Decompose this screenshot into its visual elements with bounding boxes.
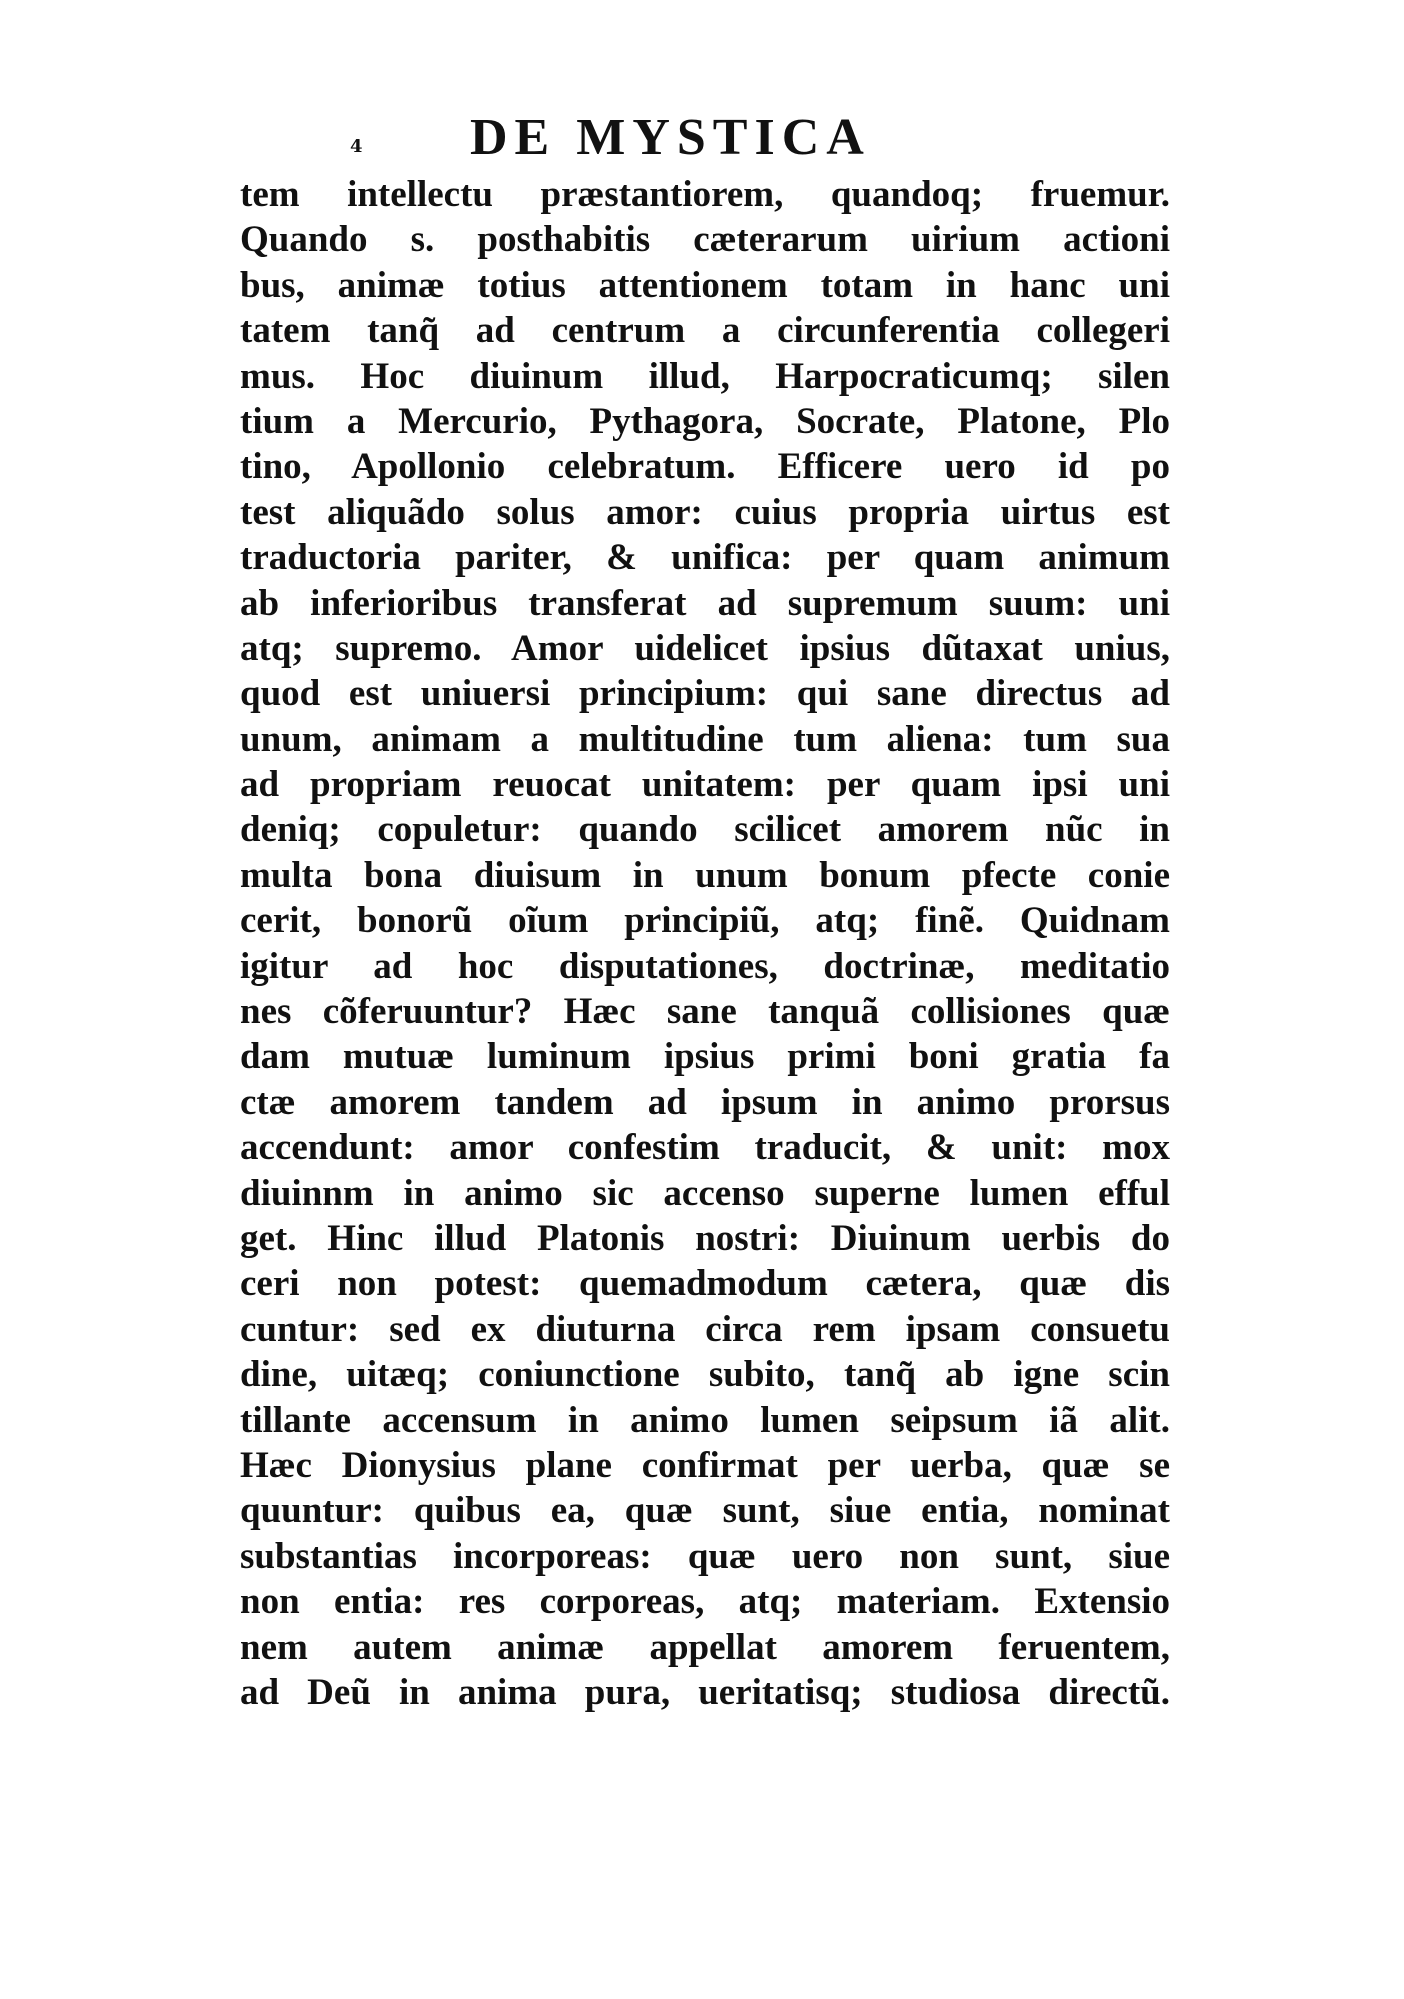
text-line: Hæc Dionysius plane confirmat per uerba, quæ se: [240, 1444, 1170, 1486]
text-line: tatem tanq̃ ad centrum a circunferentia collegeri: [240, 310, 1170, 352]
text-line: ad Deũ in anima pura, ueritatisq; studiosa directũ.: [240, 1671, 1170, 1713]
running-head: DE MYSTICA: [470, 109, 871, 166]
text-block: [240, 172, 1170, 1715]
text-line: accendunt: amor confestim traducit, & unit: mox: [240, 1127, 1170, 1169]
text-line: test aliquãdo solus amor: cuius propria uirtus est: [240, 491, 1170, 533]
text-line: nes cõferuuntur? Hæc sane tanquã collisiones quæ: [240, 991, 1170, 1033]
text-line: tillante accensum in animo lumen seipsum iã alit.: [240, 1399, 1170, 1441]
text-line: quuntur: quibus ea, quæ sunt, siue entia, nominat: [240, 1490, 1170, 1532]
text-line: igitur ad hoc disputationes, doctrinæ, meditatio: [240, 945, 1170, 987]
text-line: diuinnm in animo sic accenso superne lumen efful: [240, 1172, 1170, 1214]
text-line: ctæ amorem tandem ad ipsum in animo prorsus: [240, 1081, 1170, 1123]
text-line: ceri non potest: quemadmodum cætera, quæ dis: [240, 1263, 1170, 1305]
text-line: dam mutuæ luminum ipsius primi boni gratia fa: [240, 1036, 1170, 1078]
text-line: Quando s. posthabitis cæterarum uirium actioni: [240, 219, 1170, 261]
text-line: tem intellectu præstantiorem, quandoq; fruemur.: [240, 174, 1170, 215]
text-line: unum, animam a multitudine tum aliena: tum sua: [240, 718, 1170, 760]
text-line: deniq; copuletur: quando scilicet amorem nũc in: [240, 809, 1170, 851]
text-line: ad propriam reuocat unitatem: per quam ipsi uni: [240, 764, 1170, 806]
text-line: non entia: res corporeas, atq; materiam. Extensio: [240, 1581, 1170, 1623]
text-line: dine, uitæq; coniunctione subito, tanq̃ ab igne scin: [240, 1354, 1170, 1396]
folio-number: 4: [350, 136, 363, 157]
text-line: substantias incorporeas: quæ uero non sunt, siue: [240, 1535, 1170, 1577]
text-line: nem autem animæ appellat amorem feruentem,: [240, 1626, 1170, 1668]
text-line: traductoria pariter, & unifica: per quam animum: [240, 537, 1170, 579]
text-line: bus, animæ totius attentionem totam in hanc uni: [240, 264, 1170, 306]
text-line: atq; supremo. Amor uidelicet ipsius dũtaxat unius,: [240, 627, 1170, 669]
text-line: tino, Apollonio celebratum. Efficere uero id po: [240, 446, 1170, 488]
text-line: cerit, bonorũ oĩum principiũ, atq; finẽ. Quidnam: [240, 900, 1170, 942]
text-line: ab inferioribus transferat ad supremum suum: uni: [240, 582, 1170, 624]
text-line: get. Hinc illud Platonis nostri: Diuinum uerbis do: [240, 1217, 1170, 1259]
text-line: quod est uniuersi principium: qui sane directus ad: [240, 673, 1170, 715]
text-line: multa bona diuisum in unum bonum pfecte conie: [240, 854, 1170, 896]
text-line: tium a Mercurio, Pythagora, Socrate, Platone, Plo: [240, 400, 1170, 442]
text-line: cuntur: sed ex diuturna circa rem ipsam consuetu: [240, 1308, 1170, 1350]
text-line: mus. Hoc diuinum illud, Harpocraticumq; silen: [240, 355, 1170, 397]
